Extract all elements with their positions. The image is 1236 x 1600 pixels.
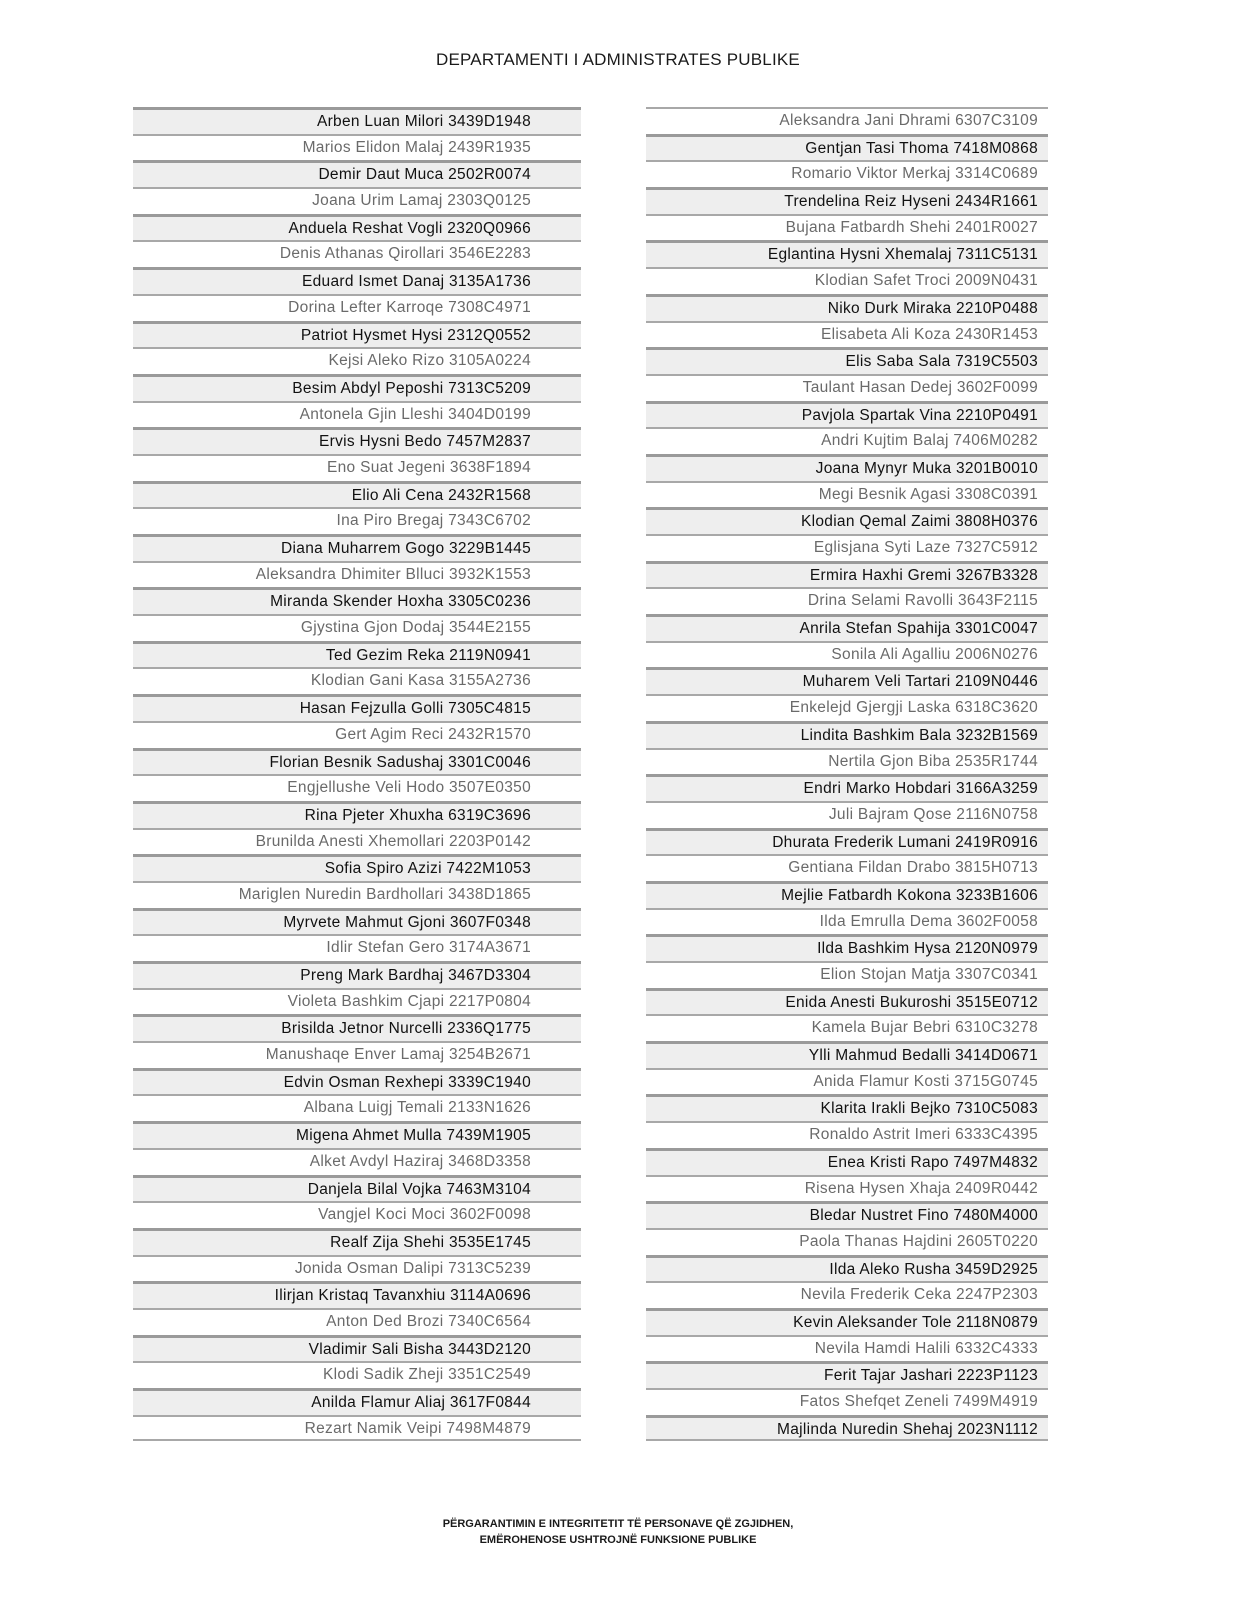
list-item: Elion Stojan Matja 3307C0341 xyxy=(646,961,1048,988)
list-item: Vladimir Sali Bisha 3443D2120 xyxy=(133,1335,581,1362)
list-item: Bujana Fatbardh Shehi 2401R0027 xyxy=(646,214,1048,241)
list-item: Klodian Qemal Zaimi 3808H0376 xyxy=(646,507,1048,534)
list-item: Anrila Stefan Spahija 3301C0047 xyxy=(646,614,1048,641)
list-item: Hasan Fejzulla Golli 7305C4815 xyxy=(133,694,581,721)
list-item: Sonila Ali Agalliu 2006N0276 xyxy=(646,641,1048,668)
page-title: DEPARTAMENTI I ADMINISTRATES PUBLIKE xyxy=(436,50,800,69)
list-item: Ina Piro Bregaj 7343C6702 xyxy=(133,507,581,534)
list-item: Marios Elidon Malaj 2439R1935 xyxy=(133,134,581,161)
list-item: Albana Luigj Temali 2133N1626 xyxy=(133,1094,581,1121)
list-item: Kevin Aleksander Tole 2118N0879 xyxy=(646,1308,1048,1335)
list-item: Antonela Gjin Lleshi 3404D0199 xyxy=(133,401,581,428)
list-item: Anton Ded Brozi 7340C6564 xyxy=(133,1308,581,1335)
list-item: Endri Marko Hobdari 3166A3259 xyxy=(646,774,1048,801)
list-item: Diana Muharrem Gogo 3229B1445 xyxy=(133,534,581,561)
list-item: Anilda Flamur Aliaj 3617F0844 xyxy=(133,1388,581,1415)
list-item: Engjellushe Veli Hodo 3507E0350 xyxy=(133,774,581,801)
list-item: Brunilda Anesti Xhemollari 2203P0142 xyxy=(133,828,581,855)
list-item: Besim Abdyl Peposhi 7313C5209 xyxy=(133,374,581,401)
list-item: Gjystina Gjon Dodaj 3544E2155 xyxy=(133,614,581,641)
list-item: Aleksandra Jani Dhrami 6307C3109 xyxy=(646,107,1048,134)
list-item: Brisilda Jetnor Nurcelli 2336Q1775 xyxy=(133,1014,581,1041)
list-item: Bledar Nustret Fino 7480M4000 xyxy=(646,1201,1048,1228)
list-item: Nevila Hamdi Halili 6332C4333 xyxy=(646,1335,1048,1362)
list-item: Majlinda Nuredin Shehaj 2023N1112 xyxy=(646,1415,1048,1442)
list-item: Enea Kristi Rapo 7497M4832 xyxy=(646,1148,1048,1175)
list-item: Klarita Irakli Bejko 7310C5083 xyxy=(646,1094,1048,1121)
list-item: Manushaqe Enver Lamaj 3254B2671 xyxy=(133,1041,581,1068)
list-item: Dorina Lefter Karroqe 7308C4971 xyxy=(133,294,581,321)
list-item: Jonida Osman Dalipi 7313C5239 xyxy=(133,1255,581,1282)
list-item: Joana Urim Lamaj 2303Q0125 xyxy=(133,187,581,214)
list-item: Edvin Osman Rexhepi 3339C1940 xyxy=(133,1068,581,1095)
list-item: Migena Ahmet Mulla 7439M1905 xyxy=(133,1121,581,1148)
list-item: Vangjel Koci Moci 3602F0098 xyxy=(133,1201,581,1228)
list-item: Taulant Hasan Dedej 3602F0099 xyxy=(646,374,1048,401)
list-item: Gentjan Tasi Thoma 7418M0868 xyxy=(646,134,1048,161)
list-item: Gert Agim Reci 2432R1570 xyxy=(133,721,581,748)
list-item: Paola Thanas Hajdini 2605T0220 xyxy=(646,1228,1048,1255)
list-item: Risena Hysen Xhaja 2409R0442 xyxy=(646,1175,1048,1202)
list-item: Nertila Gjon Biba 2535R1744 xyxy=(646,748,1048,775)
footer-line-2: EMËROHENOSE USHTROJNË FUNKSIONE PUBLIKE xyxy=(479,1534,757,1546)
list-item: Fatos Shefqet Zeneli 7499M4919 xyxy=(646,1388,1048,1415)
list-item: Juli Bajram Qose 2116N0758 xyxy=(646,801,1048,828)
list-item: Denis Athanas Qirollari 3546E2283 xyxy=(133,240,581,267)
list-item: Arben Luan Milori 3439D1948 xyxy=(133,107,581,134)
list-item: Pavjola Spartak Vina 2210P0491 xyxy=(646,401,1048,428)
list-item: Violeta Bashkim Cjapi 2217P0804 xyxy=(133,988,581,1015)
list-item: Preng Mark Bardhaj 3467D3304 xyxy=(133,961,581,988)
list-item: Realf Zija Shehi 3535E1745 xyxy=(133,1228,581,1255)
list-item: Gentiana Fildan Drabo 3815H0713 xyxy=(646,854,1048,881)
list-item: Kejsi Aleko Rizo 3105A0224 xyxy=(133,347,581,374)
list-item: Ilirjan Kristaq Tavanxhiu 3114A0696 xyxy=(133,1281,581,1308)
list-item: Aleksandra Dhimiter Blluci 3932K1553 xyxy=(133,561,581,588)
list-item: Rezart Namik Veipi 7498M4879 xyxy=(133,1415,581,1442)
list-item: Ervis Hysni Bedo 7457M2837 xyxy=(133,427,581,454)
footer xyxy=(0,1516,1236,1548)
list-item: Ferit Tajar Jashari 2223P1123 xyxy=(646,1361,1048,1388)
left-name-list xyxy=(133,107,581,1441)
list-item: Klodian Gani Kasa 3155A2736 xyxy=(133,667,581,694)
list-item: Lindita Bashkim Bala 3232B1569 xyxy=(646,721,1048,748)
list-item: Danjela Bilal Vojka 7463M3104 xyxy=(133,1175,581,1202)
list-item: Elis Saba Sala 7319C5503 xyxy=(646,347,1048,374)
list-item: Megi Besnik Agasi 3308C0391 xyxy=(646,481,1048,508)
list-item: Alket Avdyl Haziraj 3468D3358 xyxy=(133,1148,581,1175)
list-item: Nevila Frederik Ceka 2247P2303 xyxy=(646,1281,1048,1308)
list-item: Enida Anesti Bukuroshi 3515E0712 xyxy=(646,988,1048,1015)
list-item: Demir Daut Muca 2502R0074 xyxy=(133,160,581,187)
list-item: Eglisjana Syti Laze 7327C5912 xyxy=(646,534,1048,561)
list-item: Klodi Sadik Zheji 3351C2549 xyxy=(133,1361,581,1388)
list-item: Joana Mynyr Muka 3201B0010 xyxy=(646,454,1048,481)
list-item: Eglantina Hysni Xhemalaj 7311C5131 xyxy=(646,240,1048,267)
list-item: Dhurata Frederik Lumani 2419R0916 xyxy=(646,828,1048,855)
list-item: Ylli Mahmud Bedalli 3414D0671 xyxy=(646,1041,1048,1068)
list-item: Ilda Aleko Rusha 3459D2925 xyxy=(646,1255,1048,1282)
list-item: Mejlie Fatbardh Kokona 3233B1606 xyxy=(646,881,1048,908)
list-item: Elio Ali Cena 2432R1568 xyxy=(133,481,581,508)
list-item: Andri Kujtim Balaj 7406M0282 xyxy=(646,427,1048,454)
right-name-list xyxy=(646,107,1048,1441)
list-item: Mariglen Nuredin Bardhollari 3438D1865 xyxy=(133,881,581,908)
list-item: Muharem Veli Tartari 2109N0446 xyxy=(646,667,1048,694)
list-item: Patriot Hysmet Hysi 2312Q0552 xyxy=(133,321,581,348)
list-item: Miranda Skender Hoxha 3305C0236 xyxy=(133,587,581,614)
list-item: Anida Flamur Kosti 3715G0745 xyxy=(646,1068,1048,1095)
list-item: Eduard Ismet Danaj 3135A1736 xyxy=(133,267,581,294)
list-item: Elisabeta Ali Koza 2430R1453 xyxy=(646,321,1048,348)
list-item: Myrvete Mahmut Gjoni 3607F0348 xyxy=(133,908,581,935)
list-item: Eno Suat Jegeni 3638F1894 xyxy=(133,454,581,481)
footer-line-1: PËRGARANTIMIN E INTEGRITETIT TË PERSONAVE QË ZGJIDHEN, xyxy=(442,1518,794,1530)
list-item: Kamela Bujar Bebri 6310C3278 xyxy=(646,1014,1048,1041)
list-item: Ilda Emrulla Dema 3602F0058 xyxy=(646,908,1048,935)
list-item: Idlir Stefan Gero 3174A3671 xyxy=(133,934,581,961)
list-item: Rina Pjeter Xhuxha 6319C3696 xyxy=(133,801,581,828)
list-item: Anduela Reshat Vogli 2320Q0966 xyxy=(133,214,581,241)
list-item: Sofia Spiro Azizi 7422M1053 xyxy=(133,854,581,881)
list-item: Florian Besnik Sadushaj 3301C0046 xyxy=(133,748,581,775)
list-item: Trendelina Reiz Hyseni 2434R1661 xyxy=(646,187,1048,214)
list-item: Niko Durk Miraka 2210P0488 xyxy=(646,294,1048,321)
list-item: Drina Selami Ravolli 3643F2115 xyxy=(646,587,1048,614)
list-item: Ronaldo Astrit Imeri 6333C4395 xyxy=(646,1121,1048,1148)
list-item: Ermira Haxhi Gremi 3267B3328 xyxy=(646,561,1048,588)
list-item: Ilda Bashkim Hysa 2120N0979 xyxy=(646,934,1048,961)
list-item: Enkelejd Gjergji Laska 6318C3620 xyxy=(646,694,1048,721)
list-item: Klodian Safet Troci 2009N0431 xyxy=(646,267,1048,294)
list-item: Ted Gezim Reka 2119N0941 xyxy=(133,641,581,668)
list-item: Romario Viktor Merkaj 3314C0689 xyxy=(646,160,1048,187)
